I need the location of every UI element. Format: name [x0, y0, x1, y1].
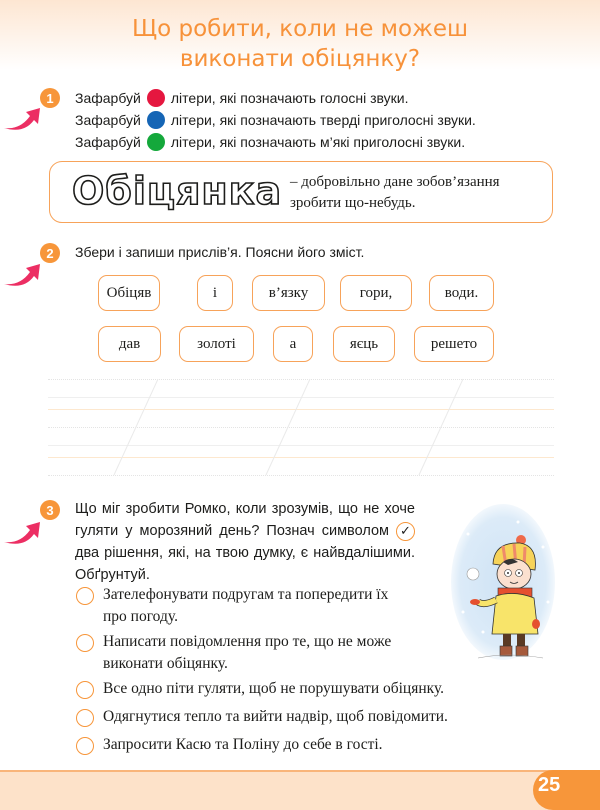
word-card[interactable]: решето: [414, 326, 494, 362]
option-item[interactable]: [76, 584, 413, 628]
page-footer: [0, 770, 600, 810]
handwriting-lines[interactable]: [48, 377, 554, 477]
instruction-suffix: літери, які позначають тверді приголосні звуки.: [170, 112, 476, 128]
instruction-prefix: Зафарбуй: [75, 112, 141, 128]
color-instruction-row: [75, 87, 476, 109]
word-card[interactable]: Обіцяв: [98, 275, 160, 311]
pointer-arrow-icon: [2, 106, 44, 136]
instruction-text: Що міг зробити Ромко, коли зрозумів, що не хоче гуляти у морозяний день? Познач символом: [75, 501, 415, 539]
option-radio[interactable]: [76, 587, 94, 605]
task2-instruction: Збери і запиши прислів’я. Поясни його зміст.: [75, 244, 365, 260]
task1-instructions: [75, 87, 476, 153]
page-title: [0, 14, 600, 74]
task3-instruction: [75, 498, 415, 586]
page-number: 25: [533, 770, 600, 810]
outlined-word-to-color[interactable]: Обіцянка: [72, 169, 283, 213]
option-item[interactable]: [76, 678, 523, 700]
instruction-suffix: літери, які позначають м’які приголосні звуки.: [170, 134, 466, 150]
word-card[interactable]: а: [273, 326, 313, 362]
checkmark-circle-icon: ✓: [396, 522, 415, 541]
word-card[interactable]: золоті: [179, 326, 254, 362]
option-radio[interactable]: [76, 634, 94, 652]
word-card[interactable]: гори,: [340, 275, 412, 311]
instruction-suffix: літери, які позначають голосні звуки.: [170, 90, 409, 106]
word-card[interactable]: води.: [429, 275, 494, 311]
option-radio[interactable]: [76, 681, 94, 699]
red-circle-icon: [147, 89, 165, 107]
instruction-prefix: Зафарбуй: [75, 134, 141, 150]
color-instruction-row: [75, 109, 476, 131]
word-card[interactable]: яєць: [333, 326, 395, 362]
title-line-1: Що робити, коли не можеш: [131, 16, 469, 42]
option-label: Написати повідомлення про те, що не може виконати обіцянку.: [103, 633, 392, 672]
option-label: Все одно піти гуляти, щоб не порушувати обіцянку.: [103, 680, 445, 697]
instruction-prefix: Зафарбуй: [75, 90, 141, 106]
word-card[interactable]: дав: [98, 326, 161, 362]
option-radio[interactable]: [76, 709, 94, 727]
instruction-text: два рішення, які, на твою думку, є найвдалішими. Обґрунтуй.: [75, 545, 415, 583]
task-number-badge: 3: [40, 500, 60, 520]
option-radio[interactable]: [76, 737, 94, 755]
option-item[interactable]: [76, 631, 423, 675]
option-item[interactable]: [76, 734, 523, 756]
pointer-arrow-icon: [2, 262, 44, 292]
boy-in-snow-illustration: [448, 502, 558, 664]
green-circle-icon: [147, 133, 165, 151]
word-card[interactable]: в’язку: [252, 275, 325, 311]
task-number-badge: 1: [40, 88, 60, 108]
task-number-badge: 2: [40, 243, 60, 263]
slant-guides: [48, 377, 554, 477]
word-card[interactable]: і: [197, 275, 233, 311]
title-line-2: виконати обіцянку?: [179, 46, 421, 72]
option-label: Зателефонувати подругам та попередити їх про погоду.: [103, 586, 389, 625]
option-label: Одягнутися тепло та вийти надвір, щоб повідомити.: [103, 708, 448, 725]
color-instruction-row: [75, 131, 476, 153]
pointer-arrow-icon: [2, 520, 44, 550]
definition-box: [49, 161, 553, 223]
option-item[interactable]: [76, 706, 523, 728]
option-label: Запросити Касю та Поліну до себе в гості.: [103, 736, 383, 753]
blue-circle-icon: [147, 111, 165, 129]
definition-text: – добровільно дане зобов’язання зробити що-небудь.: [290, 174, 500, 211]
